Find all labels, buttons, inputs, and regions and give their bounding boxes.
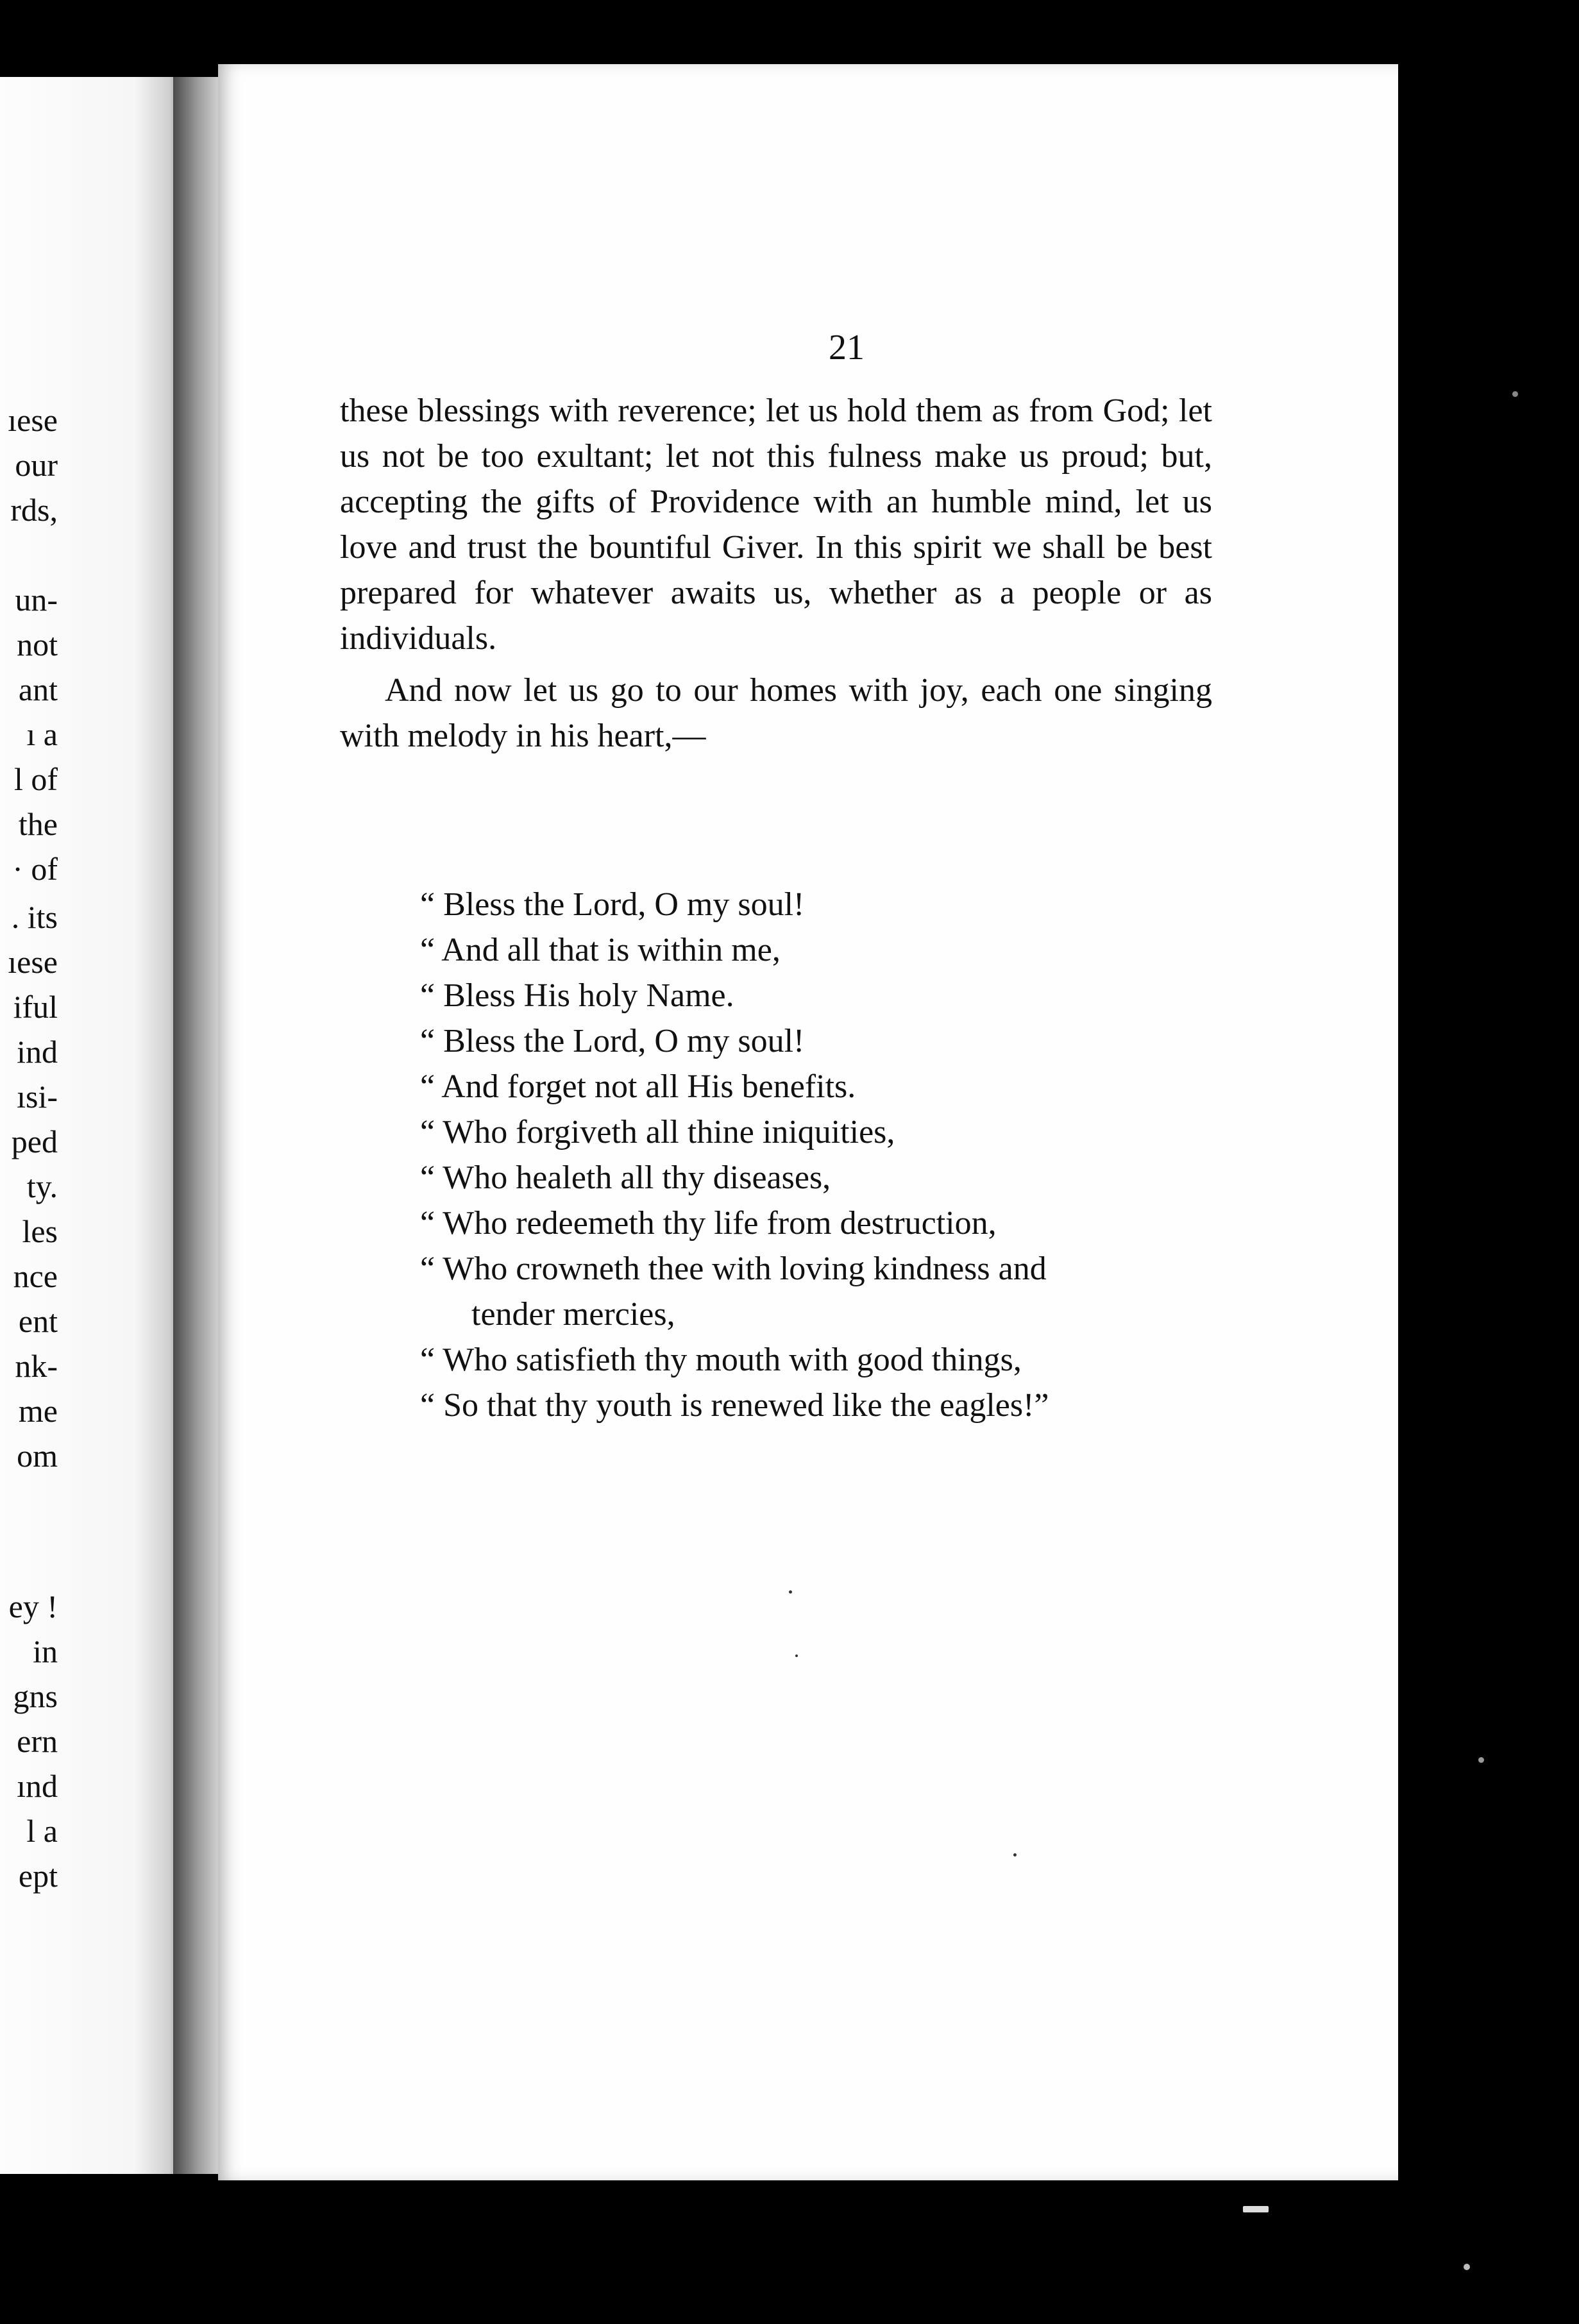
- previous-page-text-fragments: [0, 77, 64, 2174]
- scan-mark: [1243, 2206, 1269, 2212]
- fragment: ty.: [26, 1168, 58, 1204]
- fragment: not: [17, 627, 58, 662]
- fragment: ey !: [8, 1588, 58, 1624]
- fragment: nce: [13, 1258, 58, 1294]
- page-body: [340, 388, 1212, 759]
- fragment: . its: [11, 899, 58, 935]
- fragment: the: [18, 806, 58, 842]
- page-number: 21: [829, 328, 865, 367]
- fragment: ent: [18, 1303, 58, 1339]
- scan-speck: [1464, 2264, 1470, 2270]
- quote-line: “ Who satisfieth thy mouth with good things,: [420, 1342, 1022, 1378]
- scan-speck: [1478, 1757, 1484, 1763]
- quote-line: “ So that thy youth is renewed like the eagles!”: [420, 1387, 1049, 1424]
- scan-speck: [1013, 1853, 1017, 1857]
- fragment: ıese: [8, 402, 58, 438]
- fragment: om: [17, 1438, 58, 1474]
- quote-line: “ Who forgiveth all thine iniquities,: [420, 1114, 895, 1150]
- fragment: gns: [13, 1678, 58, 1714]
- fragment: our: [15, 447, 58, 483]
- quote-line-continuation: tender mercies,: [471, 1296, 675, 1333]
- fragment: in: [33, 1633, 58, 1669]
- fragment: ı a: [26, 716, 58, 752]
- quote-line: “ Bless the Lord, O my soul!: [420, 1023, 805, 1059]
- psalm-quotation: [420, 882, 1254, 1428]
- scan-speck: [789, 1590, 792, 1594]
- fragment: ern: [17, 1723, 58, 1759]
- quote-line: “ And all that is within me,: [420, 932, 781, 968]
- scan-speck: [1512, 391, 1518, 397]
- fragment: l of: [13, 761, 58, 797]
- fragment: ept: [18, 1858, 58, 1894]
- fragment: un-: [15, 582, 58, 618]
- fragment: ınd: [17, 1768, 58, 1804]
- fragment: l a: [26, 1813, 58, 1849]
- quote-line: “ Bless His holy Name.: [420, 977, 734, 1014]
- fragment: ant: [18, 671, 58, 707]
- fragment: ind: [17, 1034, 58, 1070]
- quote-line: “ And forget not all His benefits.: [420, 1068, 856, 1105]
- scan-speck: [795, 1655, 798, 1657]
- fragment: ıese: [8, 944, 58, 980]
- current-page: [218, 64, 1398, 2180]
- previous-page-edge: [0, 77, 192, 2174]
- fragment: me: [18, 1393, 58, 1429]
- fragment: les: [22, 1213, 58, 1249]
- paragraph-2: And now let us go to our homes with joy, each one singing with melody in his heart,—: [340, 672, 1212, 754]
- fragment: · of: [12, 851, 58, 887]
- fragment: ısi-: [17, 1079, 58, 1115]
- fragment: ped: [11, 1124, 58, 1159]
- paragraph-1: these blessings with reverence; let us hold them as from God; let us not be too exultant; let not this fulness make us proud; but, accepting the gifts of Providence with an humble mind, let us love and trust the bountiful Giver. In this spirit we shall be best prepared for whatever awaits us, whether as a people or as individuals.: [340, 392, 1212, 657]
- fragment: rds,: [10, 492, 58, 528]
- quote-line: “ Who crowneth thee with loving kindness and: [420, 1250, 1047, 1287]
- quote-line: “ Who healeth all thy diseases,: [420, 1159, 831, 1196]
- quote-line: “ Bless the Lord, O my soul!: [420, 886, 805, 923]
- quote-line: “ Who redeemeth thy life from destruction,: [420, 1205, 997, 1242]
- fragment: iful: [13, 989, 58, 1025]
- fragment: nk-: [15, 1348, 58, 1384]
